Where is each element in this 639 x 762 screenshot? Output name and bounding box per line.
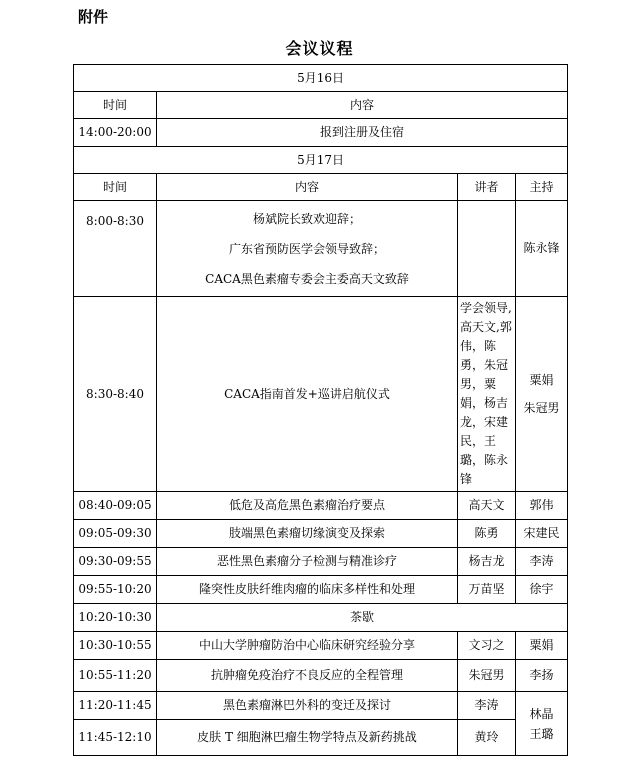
talk-moderator: 李涛: [516, 548, 568, 576]
talk-time: 11:20-11:45: [74, 692, 157, 720]
talk-speaker: 万苗坚: [458, 576, 516, 604]
opening-line: 杨斌院长致欢迎辞；: [252, 211, 361, 226]
talk-time: 09:05-09:30: [74, 520, 157, 548]
day1-date: 5月16日: [74, 65, 568, 92]
day2-header-content: 内容: [157, 174, 458, 201]
talk-speaker: 高天文: [458, 492, 516, 520]
last-moderators: [516, 692, 568, 756]
talk-time: 11:45-12:10: [74, 720, 157, 756]
talk-row: [74, 720, 568, 756]
opening-line: CACA黑色素瘤专委会主委高天文致辞: [205, 271, 409, 286]
talk-content: 低危及高危黑色素瘤治疗要点: [157, 492, 458, 520]
launch-row: [74, 297, 568, 492]
talk-moderator: 徐宇: [516, 576, 568, 604]
day1-header-content: 内容: [157, 92, 568, 119]
talk-row: [74, 632, 568, 660]
talk-speaker: 朱冠男: [458, 660, 516, 692]
talk-moderator: 郭伟: [516, 492, 568, 520]
day2-header-speaker: 讲者: [458, 174, 516, 201]
day1-header-time: 时间: [74, 92, 157, 119]
day1-date-row: [74, 65, 568, 92]
day2-header-row: [74, 174, 568, 201]
launch-moderator: 粟娟: [529, 373, 554, 387]
day1-header-row: [74, 92, 568, 119]
opening-content: [157, 201, 458, 297]
day2-header-time: 时间: [74, 174, 157, 201]
talk-speaker: 杨吉龙: [458, 548, 516, 576]
talk-moderator: 宋建民: [516, 520, 568, 548]
talk-content: 黑色素瘤淋巴外科的变迁及探讨: [157, 692, 458, 720]
talk-row: [74, 520, 568, 548]
talk-content: 抗肿瘤免疫治疗不良反应的全程管理: [157, 660, 458, 692]
talk-time: 10:30-10:55: [74, 632, 157, 660]
annex-label: 附件: [78, 8, 109, 26]
launch-moderators: [516, 297, 568, 492]
talk-row: [74, 660, 568, 692]
talk-row: [74, 548, 568, 576]
talk-content: 中山大学肿瘤防治中心临床研究经验分享: [157, 632, 458, 660]
agenda-title: 会议议程: [285, 39, 354, 58]
launch-moderator: 朱冠男: [523, 401, 560, 415]
launch-content: CACA指南首发+巡讲启航仪式: [157, 297, 458, 492]
talk-row: [74, 692, 568, 720]
talk-row: [74, 576, 568, 604]
opening-speaker: [458, 201, 516, 297]
talk-speaker: 文习之: [458, 632, 516, 660]
talk-time: 09:30-09:55: [74, 548, 157, 576]
break-content: 茶歇: [157, 604, 568, 632]
talk-content: 隆突性皮肤纤维肉瘤的临床多样性和处理: [157, 576, 458, 604]
talk-time: 08:40-09:05: [74, 492, 157, 520]
break-time: 10:20-10:30: [74, 604, 157, 632]
talk-speaker: 黄玲: [458, 720, 516, 756]
talk-time: 10:55-11:20: [74, 660, 157, 692]
talk-speaker: 陈勇: [458, 520, 516, 548]
day1-row-content: 报到注册及住宿: [157, 119, 568, 147]
day1-row: [74, 119, 568, 147]
talk-row: [74, 492, 568, 520]
day2-date-row: [74, 147, 568, 174]
talk-content: 皮肤 T 细胞淋巴瘤生物学特点及新药挑战: [157, 720, 458, 756]
last-moderator: 王璐: [529, 726, 554, 741]
opening-line: 广东省预防医学会领导致辞；: [228, 241, 385, 256]
talk-moderator: 粟娟: [516, 632, 568, 660]
talk-speaker: 李涛: [458, 692, 516, 720]
opening-row: [74, 201, 568, 297]
opening-time: 8:00-8:30: [74, 201, 157, 297]
launch-time: 8:30-8:40: [74, 297, 157, 492]
launch-speakers: 学会领导,高天文,郭伟，陈勇，朱冠男，粟娟，杨吉龙，宋建民，王璐，陈永锋: [458, 297, 516, 492]
last-moderator: 林晶: [529, 706, 554, 721]
talk-content: 肢端黑色素瘤切缘演变及探索: [157, 520, 458, 548]
day1-row-time: 14:00-20:00: [74, 119, 157, 147]
talk-moderator: 李扬: [516, 660, 568, 692]
opening-moderator: 陈永锋: [516, 201, 568, 297]
day2-date: 5月17日: [74, 147, 568, 174]
agenda-table: [73, 64, 568, 756]
break-row: [74, 604, 568, 632]
talk-time: 09:55-10:20: [74, 576, 157, 604]
talk-content: 恶性黑色素瘤分子检测与精准诊疗: [157, 548, 458, 576]
day2-header-moderator: 主持: [516, 174, 568, 201]
